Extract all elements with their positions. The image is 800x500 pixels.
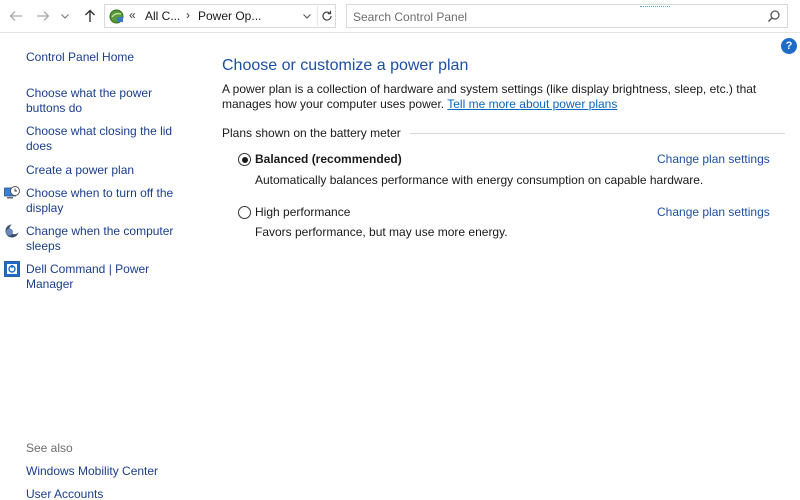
high-performance-plan-description: Favors performance, but may use more energy. xyxy=(255,225,508,239)
navigation-bar xyxy=(0,0,800,33)
arrow-left-icon xyxy=(9,10,23,22)
up-button[interactable] xyxy=(80,6,100,26)
address-overflow[interactable]: « xyxy=(129,8,136,22)
search-icon[interactable] xyxy=(767,9,781,23)
recent-locations-button[interactable] xyxy=(58,6,72,26)
sidebar-item-label: display xyxy=(26,201,64,215)
chevron-down-icon xyxy=(61,14,69,19)
sidebar-item-closing-lid[interactable] xyxy=(26,124,172,154)
sidebar-item-label: Dell Command | Power xyxy=(26,262,150,276)
sidebar-item-label: Choose what closing the lid xyxy=(26,124,173,138)
sidebar-item-label: buttons do xyxy=(26,101,83,115)
sidebar-item-label: does xyxy=(26,139,53,153)
high-performance-change-plan-settings-link[interactable]: Change plan settings xyxy=(657,205,770,219)
page-title: Choose or customize a power plan xyxy=(222,57,469,74)
sidebar-item-control-panel-home[interactable]: Control Panel Home xyxy=(26,50,135,64)
sidebar-item-create-power-plan[interactable] xyxy=(26,163,134,178)
back-button[interactable] xyxy=(6,6,26,26)
sidebar-item-label: Choose what the power xyxy=(26,86,153,100)
display-timer-icon xyxy=(4,185,20,201)
balanced-plan-name[interactable]: Balanced (recommended) xyxy=(255,152,402,166)
learn-more-link[interactable]: Tell me more about power plans xyxy=(447,97,618,111)
sidebar-item-label: Choose when to turn off the xyxy=(26,186,174,200)
sidebar-item-power-buttons[interactable] xyxy=(26,86,152,116)
refresh-button[interactable] xyxy=(317,6,336,26)
balanced-plan-description: Automatically balances performance with energy consumption on capable hardware. xyxy=(255,173,704,187)
balanced-plan-radio[interactable] xyxy=(238,153,251,166)
search-box[interactable] xyxy=(346,4,788,28)
see-also-windows-mobility-center[interactable]: Windows Mobility Center xyxy=(26,464,159,478)
help-button[interactable]: ? xyxy=(781,38,797,54)
arrow-up-icon xyxy=(84,9,96,23)
breadcrumb-power-options[interactable]: Power Op... xyxy=(198,9,262,23)
group-divider xyxy=(410,133,785,134)
refresh-icon xyxy=(321,10,333,22)
page-description xyxy=(222,82,782,112)
sidebar-item-turn-off-display[interactable] xyxy=(26,186,173,216)
address-bar[interactable] xyxy=(104,4,336,28)
control-panel-icon xyxy=(108,8,125,25)
sidebar-item-dell-command-power-manager[interactable] xyxy=(26,262,149,292)
see-also-user-accounts[interactable]: User Accounts xyxy=(26,487,104,500)
search-input[interactable] xyxy=(353,8,753,25)
breadcrumb-all-control-panel[interactable]: All C... xyxy=(145,9,181,23)
description-line xyxy=(222,97,782,112)
breadcrumb-separator[interactable]: › xyxy=(186,8,190,22)
high-performance-plan-name[interactable]: High performance xyxy=(255,205,351,219)
sidebar-item-label: Change when the computer xyxy=(26,224,174,238)
balanced-change-plan-settings-link[interactable]: Change plan settings xyxy=(657,152,770,166)
arrow-right-icon xyxy=(36,10,50,22)
sidebar-item-label: Create a power plan xyxy=(26,163,135,177)
progress-indicator xyxy=(640,6,670,7)
sidebar-item-label: Manager xyxy=(26,277,74,291)
chevron-down-icon[interactable] xyxy=(300,9,314,23)
moon-sleep-icon xyxy=(4,223,20,239)
dell-power-manager-icon xyxy=(4,261,20,277)
description-line: A power plan is a collection of hardware and system settings (like display brightness, sleep, etc.) that xyxy=(222,82,757,96)
high-performance-plan-radio[interactable] xyxy=(238,206,251,219)
forward-button[interactable] xyxy=(33,6,53,26)
sidebar-item-computer-sleeps[interactable] xyxy=(26,224,173,254)
see-also-heading: See also xyxy=(26,441,73,455)
description-text: manages how your computer uses power. xyxy=(222,97,445,111)
sidebar-item-label: sleeps xyxy=(26,239,61,253)
plans-group-label: Plans shown on the battery meter xyxy=(222,126,407,140)
